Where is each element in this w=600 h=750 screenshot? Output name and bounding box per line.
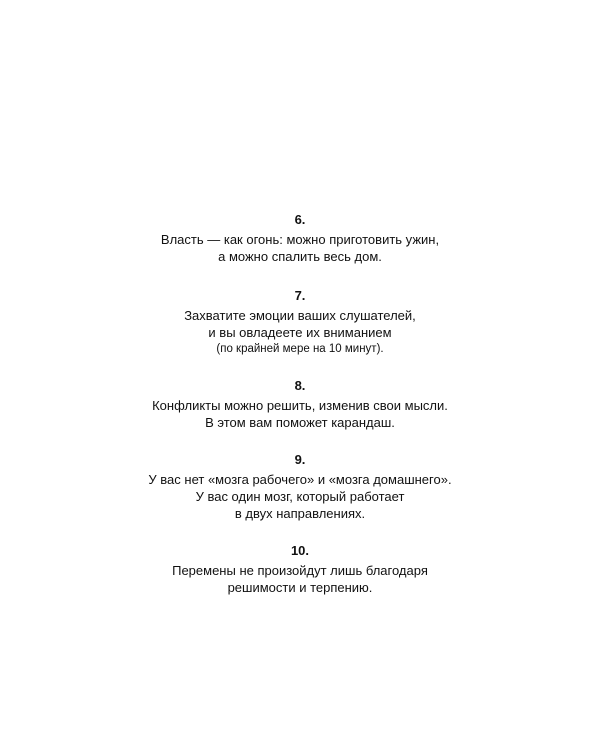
quote-line: Власть — как огонь: можно приготовить ужин, <box>160 232 440 247</box>
quote-block-9 <box>0 451 600 522</box>
quote-line: Захватите эмоции ваших слушателей, <box>184 308 416 323</box>
quote-number: 9. <box>294 452 306 467</box>
quote-line: В этом вам поможет карандаш. <box>205 415 395 430</box>
quote-number: 10. <box>290 543 310 558</box>
quote-line: Конфликты можно решить, изменив свои мысли. <box>152 398 448 413</box>
quote-block-7 <box>0 287 600 358</box>
quote-line: решимости и терпению. <box>227 580 373 595</box>
quote-line: и вы овладеете их вниманием <box>208 325 392 340</box>
quote-number: 7. <box>294 288 306 303</box>
quote-line: У вас один мозг, который работает <box>195 489 405 504</box>
quote-number: 8. <box>294 378 306 393</box>
quote-block-6 <box>0 211 600 265</box>
quote-number: 6. <box>294 212 306 227</box>
quote-line: Перемены не произойдут лишь благодаря <box>172 563 428 578</box>
quote-line: а можно спалить весь дом. <box>218 249 382 264</box>
quote-line: У вас нет «мозга рабочего» и «мозга домашнего». <box>148 472 452 487</box>
quote-line: (по крайней мере на 10 минут). <box>216 343 384 355</box>
quote-block-8 <box>0 377 600 431</box>
quote-line: в двух направлениях. <box>234 506 366 521</box>
quote-block-10 <box>0 542 600 596</box>
